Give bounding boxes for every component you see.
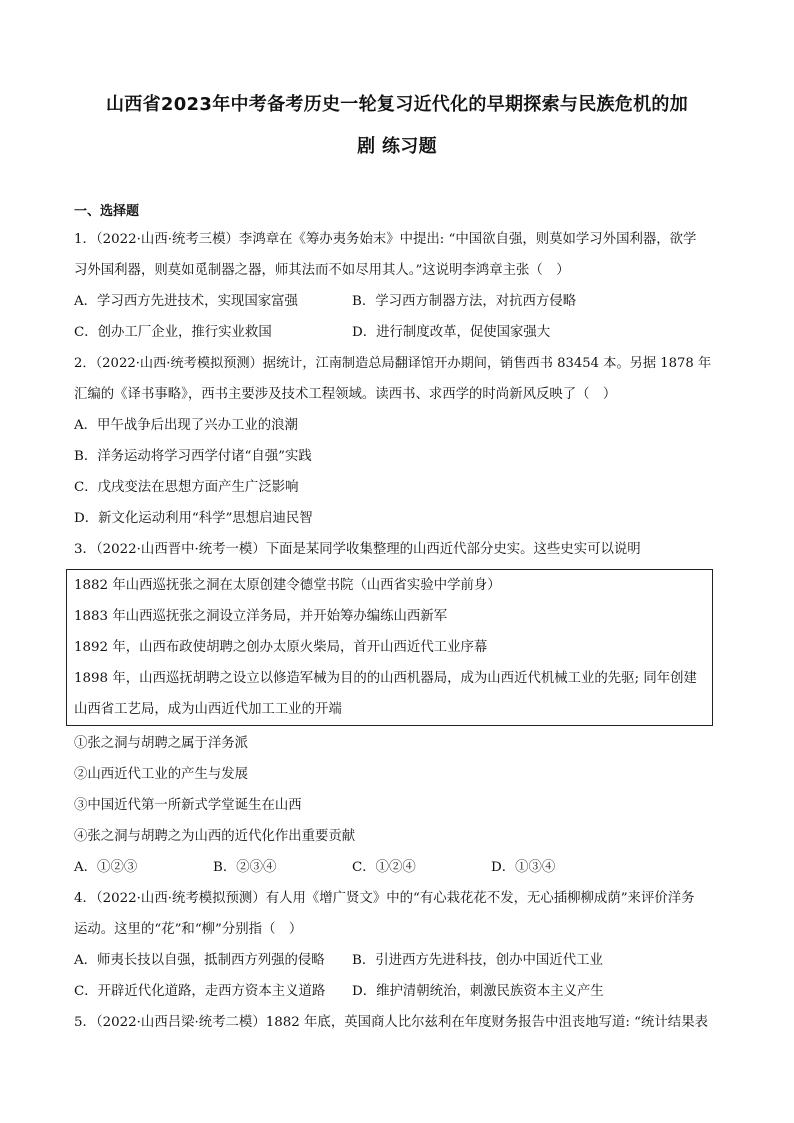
material-line: 1898 年，山西巡抚胡聘之设立以修造军械为目的的山西机器局，成为山西近代机械工业的先驱; 同年创建 <box>74 671 697 686</box>
question-text: 4．（2022·山西·统考模拟预测）有人用《增广贤文》中的“有心栽花花不发，无心插柳柳成荫”来评价洋务 <box>74 891 695 906</box>
section-heading: 一、选择题 <box>74 204 140 219</box>
question-4 <box>74 883 720 1007</box>
option-row <box>74 945 720 976</box>
document-content <box>74 199 720 1038</box>
option-c: C．①②④ <box>352 860 416 875</box>
option-c: C．戊戌变法在思想方面产生广泛影响 <box>74 480 299 495</box>
material-line: 山西省工艺局，成为山西近代加工工业的开端 <box>74 702 342 717</box>
question-1 <box>74 224 720 348</box>
option-a: A．师夷长技以自强，抵制西方列强的侵略 <box>74 953 325 968</box>
option-row <box>74 852 720 883</box>
option-d: D．新文化运动利用“科学”思想启迪民智 <box>74 511 313 526</box>
source-material-box <box>66 569 713 726</box>
option-d: D．进行制度改革，促使国家强大 <box>352 325 551 340</box>
option-b: B．学习西方制器方法，对抗西方侵略 <box>352 294 577 309</box>
statement-2: ②山西近代工业的产生与发展 <box>74 767 249 782</box>
question-text: 2．（2022·山西·统考模拟预测）据统计，江南制造总局翻译馆开办期间，销售西书 83454 本。另据 1878 年 <box>74 356 712 371</box>
question-text: 3．（2022·山西晋中·统考一模）下面是某同学收集整理的山西近代部分史实。这些史实可以说明 <box>74 542 641 557</box>
option-a: A．①②③ <box>74 860 138 875</box>
question-5 <box>74 1007 720 1038</box>
option-row <box>74 317 720 348</box>
material-line: 1883 年山西巡抚张之洞设立洋务局，并开始筹办编练山西新军 <box>74 609 448 624</box>
document-title <box>70 84 724 168</box>
option-row <box>74 286 720 317</box>
statement-1: ①张之洞与胡聘之属于洋务派 <box>74 736 249 751</box>
option-b: B．②③④ <box>213 860 277 875</box>
option-a: A．学习西方先进技术，实现国家富强 <box>74 294 298 309</box>
option-d: D．维护清朝统治，刺激民族资本主义产生 <box>352 984 604 999</box>
title-line-2: 剧 练习题 <box>357 136 437 157</box>
statement-3: ③中国近代第一所新式学堂诞生在山西 <box>74 798 302 813</box>
question-text: 1．（2022·山西·统考三模）李鸿章在《筹办夷务始末》中提出: “中国欲自强，则莫如学习外国利器，欲学 <box>74 232 697 247</box>
option-row <box>74 976 720 1007</box>
option-c: C．创办工厂企业，推行实业救国 <box>74 325 272 340</box>
option-b: B．洋务运动将学习西学付诸“自强”实践 <box>74 449 312 464</box>
option-a: A．甲午战争后出现了兴办工业的浪潮 <box>74 418 298 433</box>
title-line-1: 山西省2023年中考备考历史一轮复习近代化的早期探索与民族危机的加 <box>106 94 688 115</box>
question-2 <box>74 348 720 534</box>
question-text: 习外国利器，则莫如觅制器之器，师其法而不如尽用其人。”这说明李鸿章主张（ ） <box>74 263 570 278</box>
question-text: 运动。这里的“花”和“柳”分别指（ ） <box>74 922 303 937</box>
material-line: 1882 年山西巡抚张之洞在太原创建令德堂书院（山西省实验中学前身） <box>74 578 501 593</box>
option-b: B．引进西方先进科技，创办中国近代工业 <box>352 953 603 968</box>
question-3 <box>74 534 720 883</box>
statement-4: ④张之洞与胡聘之为山西的近代化作出重要贡献 <box>74 829 356 844</box>
question-text: 汇编的《译书事略》，西书主要涉及技术工程领域。读西书、求西学的时尚新风反映了（ ） <box>74 387 617 402</box>
option-c: C．开辟近代化道路，走西方资本主义道路 <box>74 984 326 999</box>
option-d: D．①③④ <box>491 860 556 875</box>
question-text: 5．（2022·山西吕梁·统考二模）1882 年底，英国商人比尔兹利在年度财务报告中沮丧地写道: “统计结果表 <box>74 1015 708 1030</box>
material-line: 1892 年，山西布政使胡聘之创办太原火柴局，首开山西近代工业序幕 <box>74 640 488 655</box>
